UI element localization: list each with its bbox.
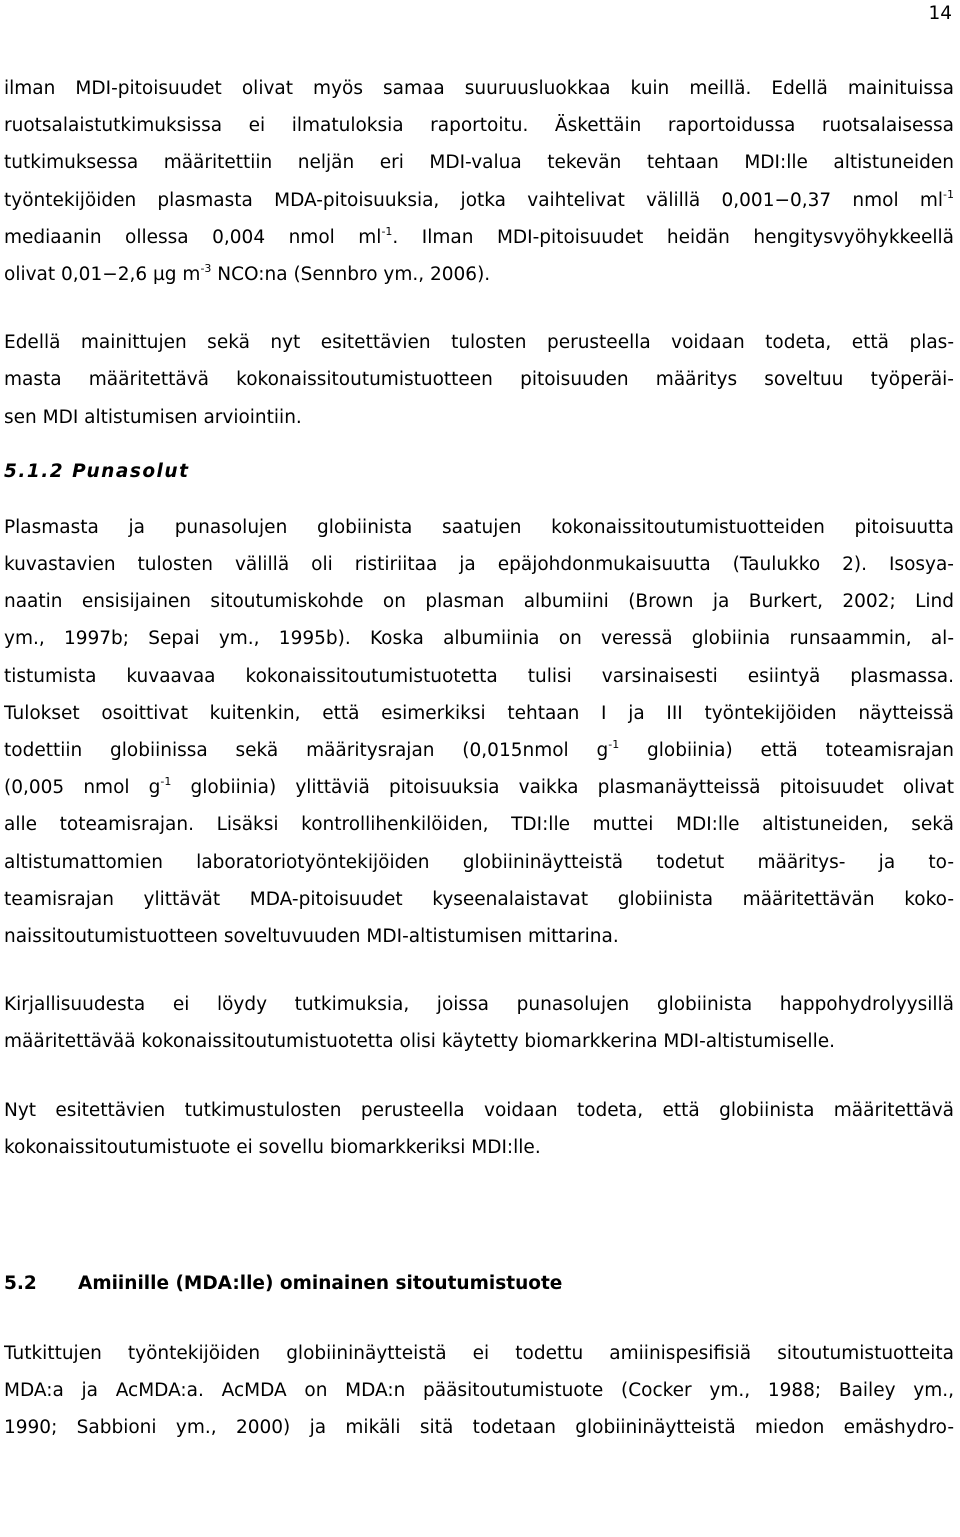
text-line: ym., 1997b; Sepai ym., 1995b). Koska albumiinia on veressä globiinia runsaammin, al- bbox=[4, 628, 954, 650]
text-line bbox=[4, 732, 954, 769]
text-line bbox=[4, 769, 954, 806]
text-line: Edellä mainittujen sekä nyt esitettävien tulosten perusteella voidaan todeta, että plas- bbox=[4, 332, 954, 354]
text-line: 1990; Sabbioni ym., 2000) ja mikäli sitä todetaan globiininäytteistä miedon emäshydro- bbox=[4, 1417, 954, 1439]
text-segment: todettiin globiinissa sekä määritysrajan (0,015nmol g bbox=[4, 740, 609, 761]
superscript: -1 bbox=[608, 738, 620, 751]
text-line bbox=[4, 182, 954, 219]
section-heading-5-1-2: 5.1.2 Punasolut bbox=[4, 460, 190, 482]
text-line: ruotsalaistutkimuksissa ei ilmatuloksia raportoitu. Äskettäin raportoidussa ruotsalaisessa bbox=[4, 115, 954, 137]
paragraph-4 bbox=[4, 986, 954, 1060]
text-line: naatin ensisijainen sitoutumiskohde on plasman albumiini (Brown ja Burkert, 2002; Lind bbox=[4, 591, 954, 613]
text-line: ilman MDI-pitoisuudet olivat myös samaa suuruusluokkaa kuin meillä. Edellä mainituissa bbox=[4, 78, 954, 99]
text-line: naissitoutumistuotteen soveltuvuuden MDI-altistumisen mittarina. bbox=[4, 925, 619, 947]
text-line bbox=[4, 219, 954, 256]
text-line: sen MDI altistumisen arviointiin. bbox=[4, 406, 302, 428]
text-line: Tutkittujen työntekijöiden globiininäytteistä ei todettu amiinispesifisiä sitoutumistuotteita bbox=[4, 1343, 954, 1365]
text-line: Plasmasta ja punasolujen globiinista saatujen kokonaissitoutumistuotteiden pitoisuutta bbox=[4, 516, 954, 538]
section-heading-5-2 bbox=[4, 1265, 954, 1302]
superscript: -1 bbox=[943, 187, 954, 201]
page-number: 14 bbox=[928, 3, 952, 24]
text-segment: globiinia) ylittäviä pitoisuuksia vaikka plasmanäytteissä pitoisuudet olivat bbox=[171, 777, 954, 799]
text-line: MDA:a ja AcMDA:a. AcMDA on MDA:n pääsitoutumistuote (Cocker ym., 1988; Bailey ym., bbox=[4, 1380, 954, 1402]
text-segment: . Ilman MDI-pitoisuudet heidän hengitysvyöhykkeellä bbox=[392, 226, 954, 248]
text-segment: työntekijöiden plasmasta MDA-pitoisuuksia, jotka vaihtelivat välillä 0,001−0,37 nmol ml bbox=[4, 189, 944, 211]
paragraph-5 bbox=[4, 1092, 954, 1166]
page-content bbox=[4, 70, 954, 1447]
section-title: Amiinille (MDA:lle) ominainen sitoutumistuote bbox=[78, 1272, 563, 1294]
text-line: teamisrajan ylittävät MDA-pitoisuudet kyseenalaistavat globiinista määritettävän koko- bbox=[4, 888, 954, 910]
superscript: -1 bbox=[160, 775, 172, 789]
text-line: Tulokset osoittivat kuitenkin, että esimerkiksi tehtaan I ja III työntekijöiden näytteissä bbox=[4, 702, 954, 724]
paragraph-1 bbox=[4, 70, 954, 293]
paragraph-6 bbox=[4, 1335, 954, 1447]
text-segment: mediaanin ollessa 0,004 nmol ml bbox=[4, 226, 382, 248]
text-segment: globiinia) että toteamisrajan bbox=[619, 740, 954, 761]
section-number: 5.2 bbox=[4, 1272, 37, 1294]
text-line: Kirjallisuudesta ei löydy tutkimuksia, joissa punasolujen globiinista happohydrolyysillä bbox=[4, 994, 954, 1016]
text-segment: olivat 0,01−2,6 µg m bbox=[4, 263, 201, 285]
text-line: kuvastavien tulosten välillä oli ristiriitaa ja epäjohdonmukaisuutta (Taulukko 2). Isosya- bbox=[4, 554, 954, 576]
text-line: Nyt esitettävien tutkimustulosten perusteella voidaan todeta, että globiinista määritettävä bbox=[4, 1099, 954, 1121]
text-line: kokonaissitoutumistuote ei sovellu biomarkkeriksi MDI:lle. bbox=[4, 1136, 541, 1158]
text-line bbox=[4, 256, 954, 293]
superscript: -3 bbox=[200, 261, 212, 275]
text-line: altistumattomien laboratoriotyöntekijöiden globiininäytteistä todetut määritys- ja to- bbox=[4, 851, 954, 873]
text-segment: NCO:na (Sennbro ym., 2006). bbox=[211, 263, 491, 285]
superscript: -1 bbox=[381, 224, 393, 238]
paragraph-2 bbox=[4, 324, 954, 436]
paragraph-3 bbox=[4, 509, 954, 955]
text-line: tistumista kuvaavaa kokonaissitoutumistuotetta tulisi varsinaisesti esiintyä plasmassa. bbox=[4, 665, 954, 687]
text-line: masta määritettävä kokonaissitoutumistuotteen pitoisuuden määritys soveltuu työperäi- bbox=[4, 369, 954, 391]
text-line: määritettävää kokonaissitoutumistuotetta olisi käytetty biomarkkerina MDI-altistumiselle. bbox=[4, 1031, 835, 1053]
text-segment: (0,005 nmol g bbox=[4, 777, 161, 799]
text-line: alle toteamisrajan. Lisäksi kontrollihenkilöiden, TDI:lle muttei MDI:lle altistuneiden, sekä bbox=[4, 814, 954, 836]
text-line: tutkimuksessa määritettiin neljän eri MDI-valua tekevän tehtaan MDI:lle altistuneiden bbox=[4, 152, 954, 174]
